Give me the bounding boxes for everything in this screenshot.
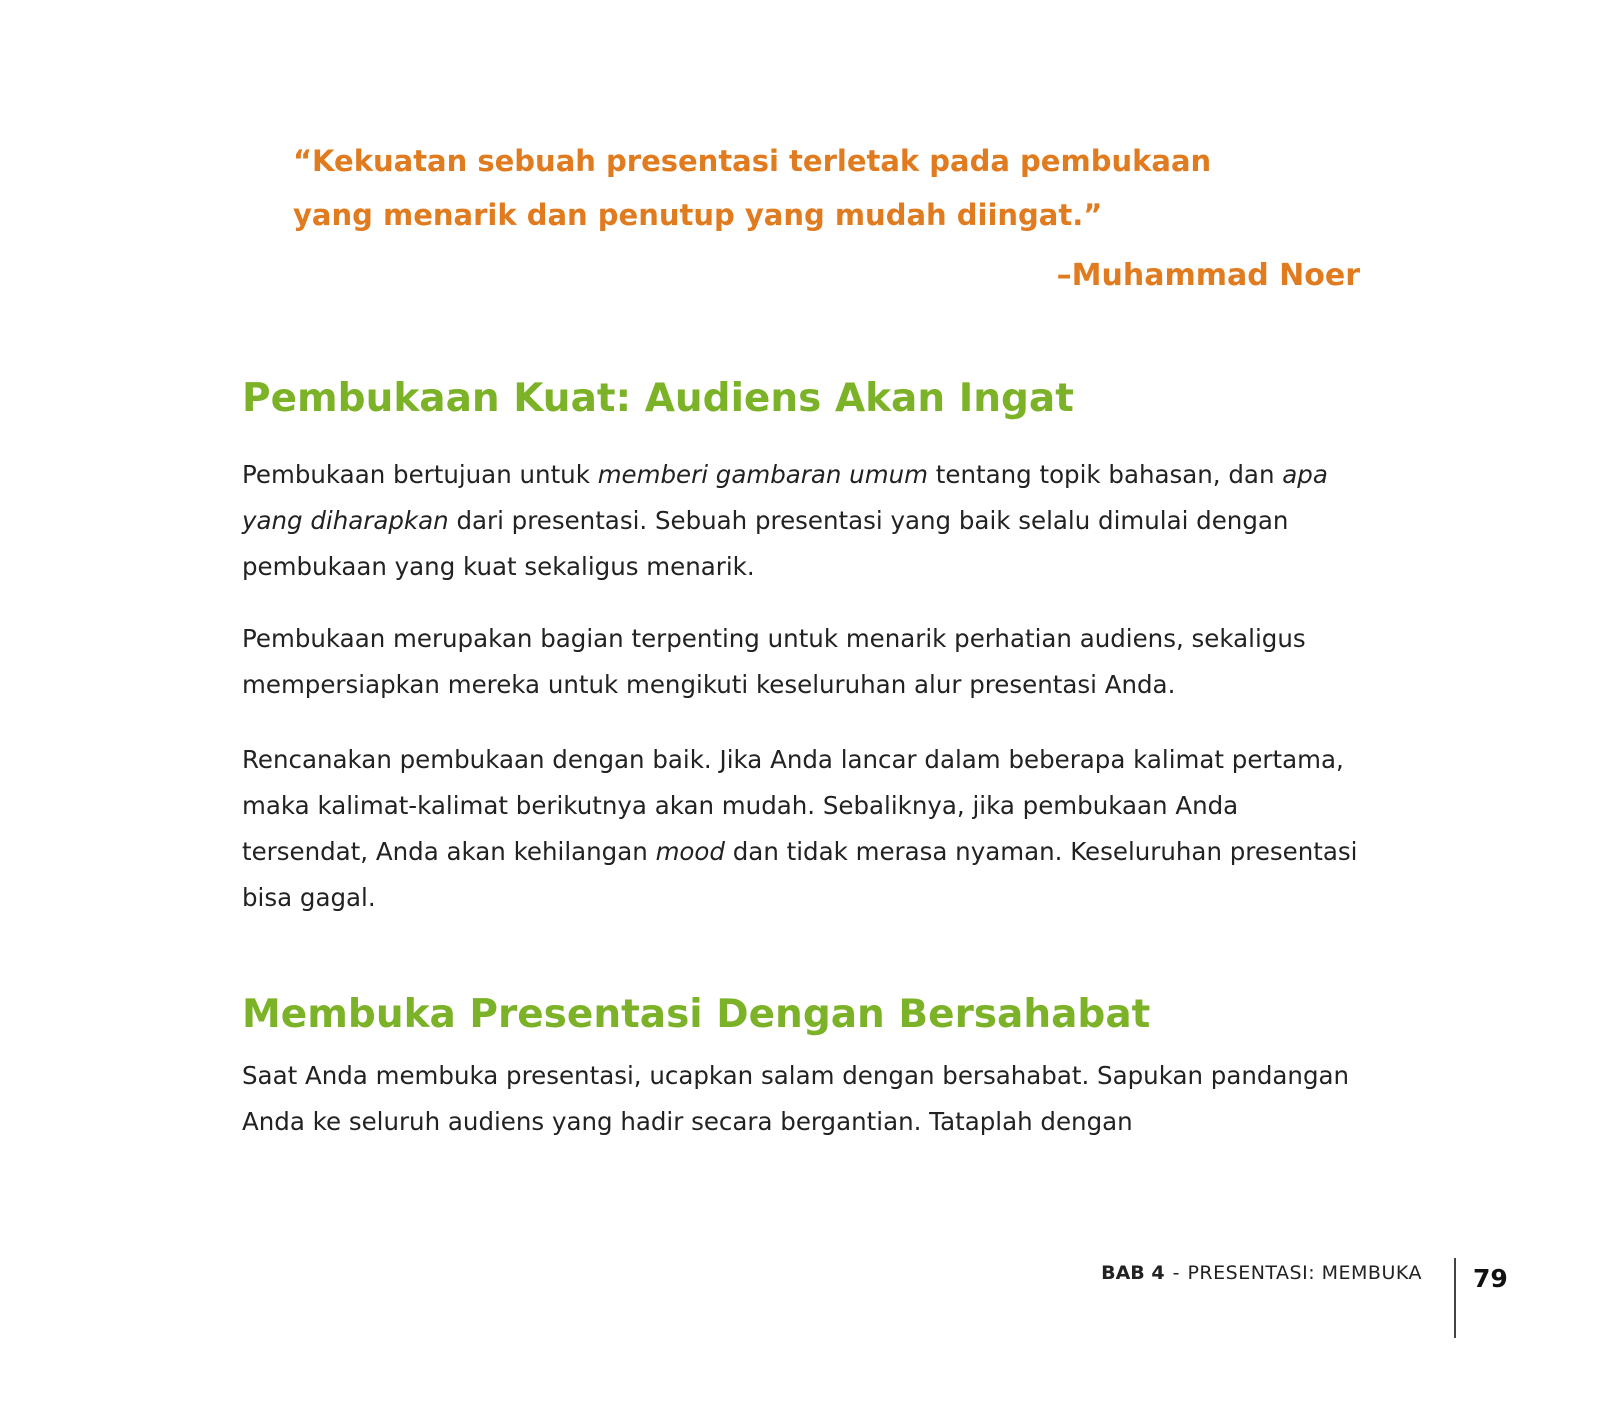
text-run: dan tidak merasa nyaman. Keseluruhan presentasi bisa gagal. [242,837,1358,912]
footer-section-title: PRESENTASI: MEMBUKA [1187,1262,1422,1284]
body-paragraph: Pembukaan merupakan bagian terpenting untuk menarik perhatian audiens, sekaligus mempersiapkan mereka untuk mengikuti keseluruhan alur presentasi Anda. [242,624,1306,699]
text-run: tentang topik bahasan, dan [927,460,1283,489]
pull-quote: “Kekuatan sebuah presentasi terletak pada pembukaan yang menarik dan penutup yang mudah diingat.” [293,144,1212,232]
body-paragraph [242,737,1372,921]
text-run: Rencanakan pembukaan dengan baik. Jika Anda lancar dalam beberapa kalimat pertama, maka kalimat-kalimat berikutnya akan mudah. Sebaliknya, jika pembukaan Anda tersendat, Anda akan kehilangan [242,745,1344,866]
section-heading-pembukaan-kuat: Pembukaan Kuat: Audiens Akan Ingat [242,376,1074,421]
footer-divider [1454,1258,1456,1338]
body-paragraph [242,452,1372,590]
footer-chapter: BAB 4 [1101,1262,1165,1284]
section-heading-membuka-presentasi: Membuka Presentasi Dengan Bersahabat [242,992,1151,1037]
footer-separator: - [1172,1262,1180,1284]
emphasis-text: memberi gambaran umum [597,460,928,489]
text-run: Pembukaan bertujuan untuk [242,460,598,489]
emphasis-text: apa yang diharapkan [242,460,1328,535]
text-run: dari presentasi. Sebuah presentasi yang baik selalu dimulai dengan pembukaan yang kuat sekaligus menarik. [242,506,1289,581]
emphasis-text: mood [655,837,725,866]
body-paragraph: Saat Anda membuka presentasi, ucapkan salam dengan bersahabat. Sapukan pandangan Anda ke seluruh audiens yang hadir secara bergantian. Tataplah dengan [242,1061,1350,1136]
page-number: 79 [1473,1264,1508,1293]
quote-author: –Muhammad Noer [1056,258,1360,293]
running-footer [1101,1262,1422,1284]
